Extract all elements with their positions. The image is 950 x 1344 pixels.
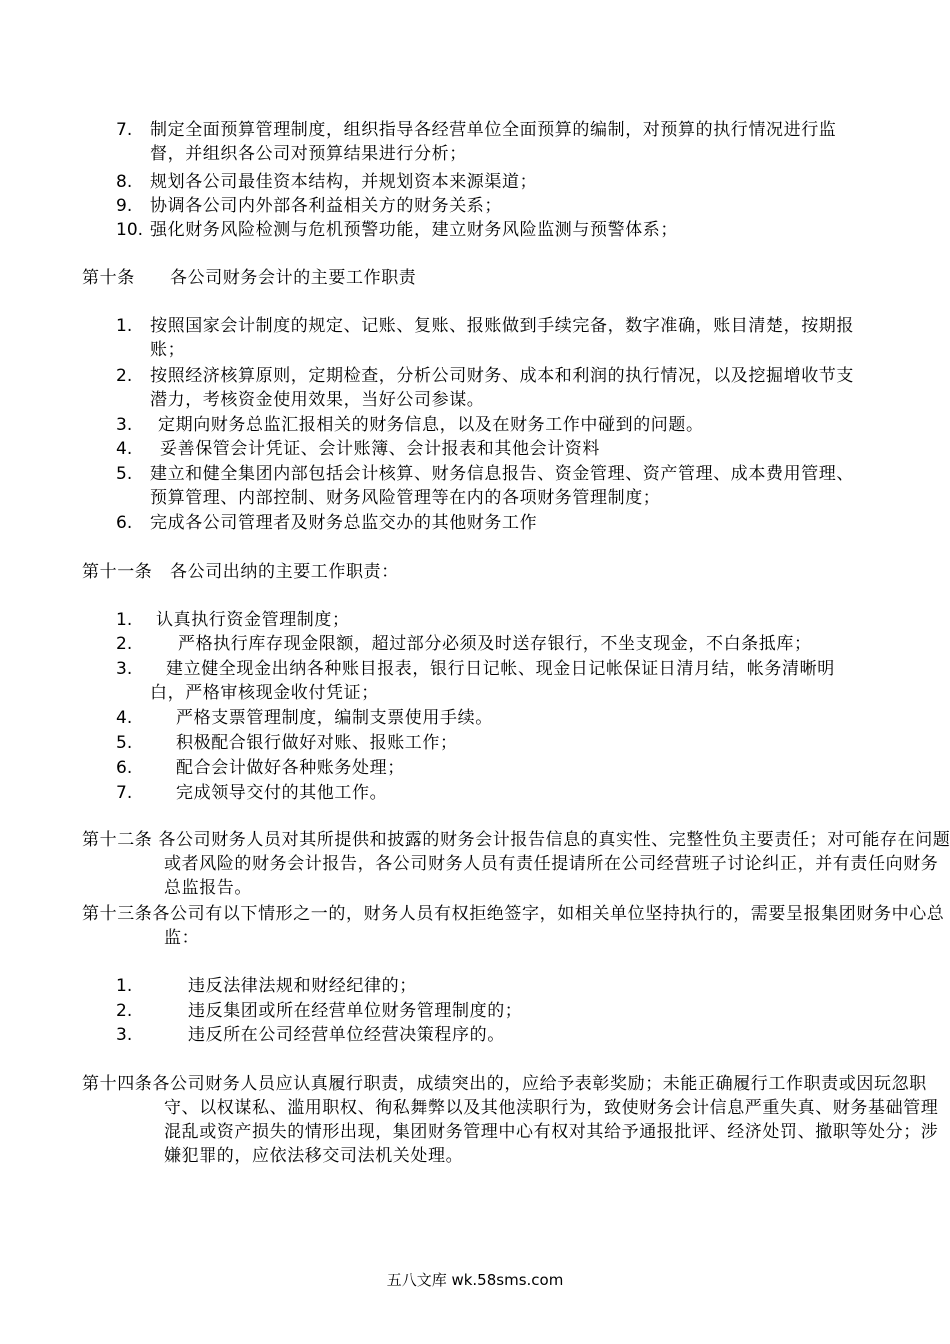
list-item-number: 1. [116, 610, 133, 630]
list-item-text: 严格执行库存现金限额，超过部分必须及时送存银行，不坐支现金，不白条抵库； [178, 634, 812, 654]
list-item-number: 10. [116, 220, 144, 240]
list-item-text: 完成各公司管理者及财务总监交办的其他财务工作 [150, 513, 538, 533]
list-item-number: 2. [116, 366, 133, 386]
list-item-number: 2. [116, 1001, 133, 1021]
list-item-text: 制定全面预算管理制度，组织指导各经营单位全面预算的编制，对预算的执行情况进行监督，并组织各公司对预算结果进行分析； [150, 120, 837, 164]
list-item-text: 严格支票管理制度，编制支票使用手续。 [176, 708, 493, 728]
list-item-number: 6. [116, 513, 133, 533]
list-item-text: 认真执行资金管理制度； [156, 610, 350, 630]
list-item-number: 6. [116, 758, 133, 778]
list-item-text: 违反所在公司经营单位经营决策程序的。 [188, 1025, 505, 1045]
list-item-text: 妥善保管会计凭证、会计账簿、会计报表和其他会计资料 [160, 439, 600, 459]
article-10-heading: 第十条 各公司财务会计的主要工作职责 [82, 268, 417, 288]
list-item-text: 积极配合银行做好对账、报账工作； [176, 733, 458, 753]
list-item-number: 4. [116, 708, 133, 728]
list-item-text: 违反法律法规和财经纪律的； [188, 976, 417, 996]
list-item-number: 2. [116, 634, 133, 654]
footer-watermark: 五八文库 wk.58sms.com [386, 1271, 564, 1289]
list-item-text: 建立和健全集团内部包括会计核算、财务信息报告、资金管理、资产管理、成本费用管理、预算管理、内部控制、财务风险管理等在内的各项财务管理制度； [150, 464, 854, 508]
list-item-text: 强化财务风险检测与危机预警功能，建立财务风险监测与预警体系； [150, 220, 678, 240]
list-item-number: 3. [116, 415, 133, 435]
list-item-number: 5. [116, 733, 133, 753]
list-item-text: 配合会计做好各种账务处理； [176, 758, 405, 778]
list-item-text: 完成领导交付的其他工作。 [176, 783, 388, 803]
list-item-text: 定期向财务总监汇报相关的财务信息，以及在财务工作中碰到的问题。 [158, 415, 704, 435]
list-item-text: 按照经济核算原则，定期检查，分析公司财务、成本和利润的执行情况，以及挖掘增收节支潜力，考核资金使用效果，当好公司参谋。 [150, 366, 854, 410]
list-item-number: 3. [116, 1025, 133, 1045]
list-item-number: 1. [116, 316, 133, 336]
list-item-number: 9. [116, 196, 133, 216]
list-item-number: 4. [116, 439, 133, 459]
article-12: 第十二条 各公司财务人员对其所提供和披露的财务会计报告信息的真实性、完整性负主要责任；对可能存在问题或者风险的财务会计报告，各公司财务人员有责任提请所在公司经营班子讨论纠正，并有责任向财务总监报告。 [82, 830, 950, 898]
list-item-number: 7. [116, 783, 133, 803]
list-item-number: 8. [116, 172, 133, 192]
list-item-number: 3. [116, 659, 133, 679]
list-item-number: 5. [116, 464, 133, 484]
list-item-text: 建立健全现金出纳各种账目报表，银行日记帐、现金日记帐保证日清月结，帐务清晰明白，严格审核现金收付凭证； [150, 659, 835, 703]
list-item-number: 7. [116, 120, 133, 140]
article-11-heading: 第十一条 各公司出纳的主要工作职责： [82, 562, 399, 582]
article-13: 第十三条各公司有以下情形之一的，财务人员有权拒绝签字，如相关单位坚持执行的，需要呈报集团财务中心总监： [82, 904, 945, 948]
list-item-text: 规划各公司最佳资本结构，并规划资本来源渠道； [150, 172, 538, 192]
article-14: 第十四条各公司财务人员应认真履行职责，成绩突出的，应给予表彰奖励；未能正确履行工作职责或因玩忽职守、以权谋私、滥用职权、徇私舞弊以及其他渎职行为，致使财务会计信息严重失真、财务基础管理混乱或资产损失的情形出现，集团财务管理中心有权对其给予通报批评、经济处罚、撤职等处分；涉嫌犯罪的，应依法移交司法机关处理。 [82, 1074, 939, 1166]
list-item-text: 违反集团或所在经营单位财务管理制度的； [188, 1001, 523, 1021]
list-item-number: 1. [116, 976, 133, 996]
list-item-text: 按照国家会计制度的规定、记账、复账、报账做到手续完备，数字准确，账目清楚，按期报账； [150, 316, 854, 360]
list-item-text: 协调各公司内外部各利益相关方的财务关系； [150, 196, 502, 216]
